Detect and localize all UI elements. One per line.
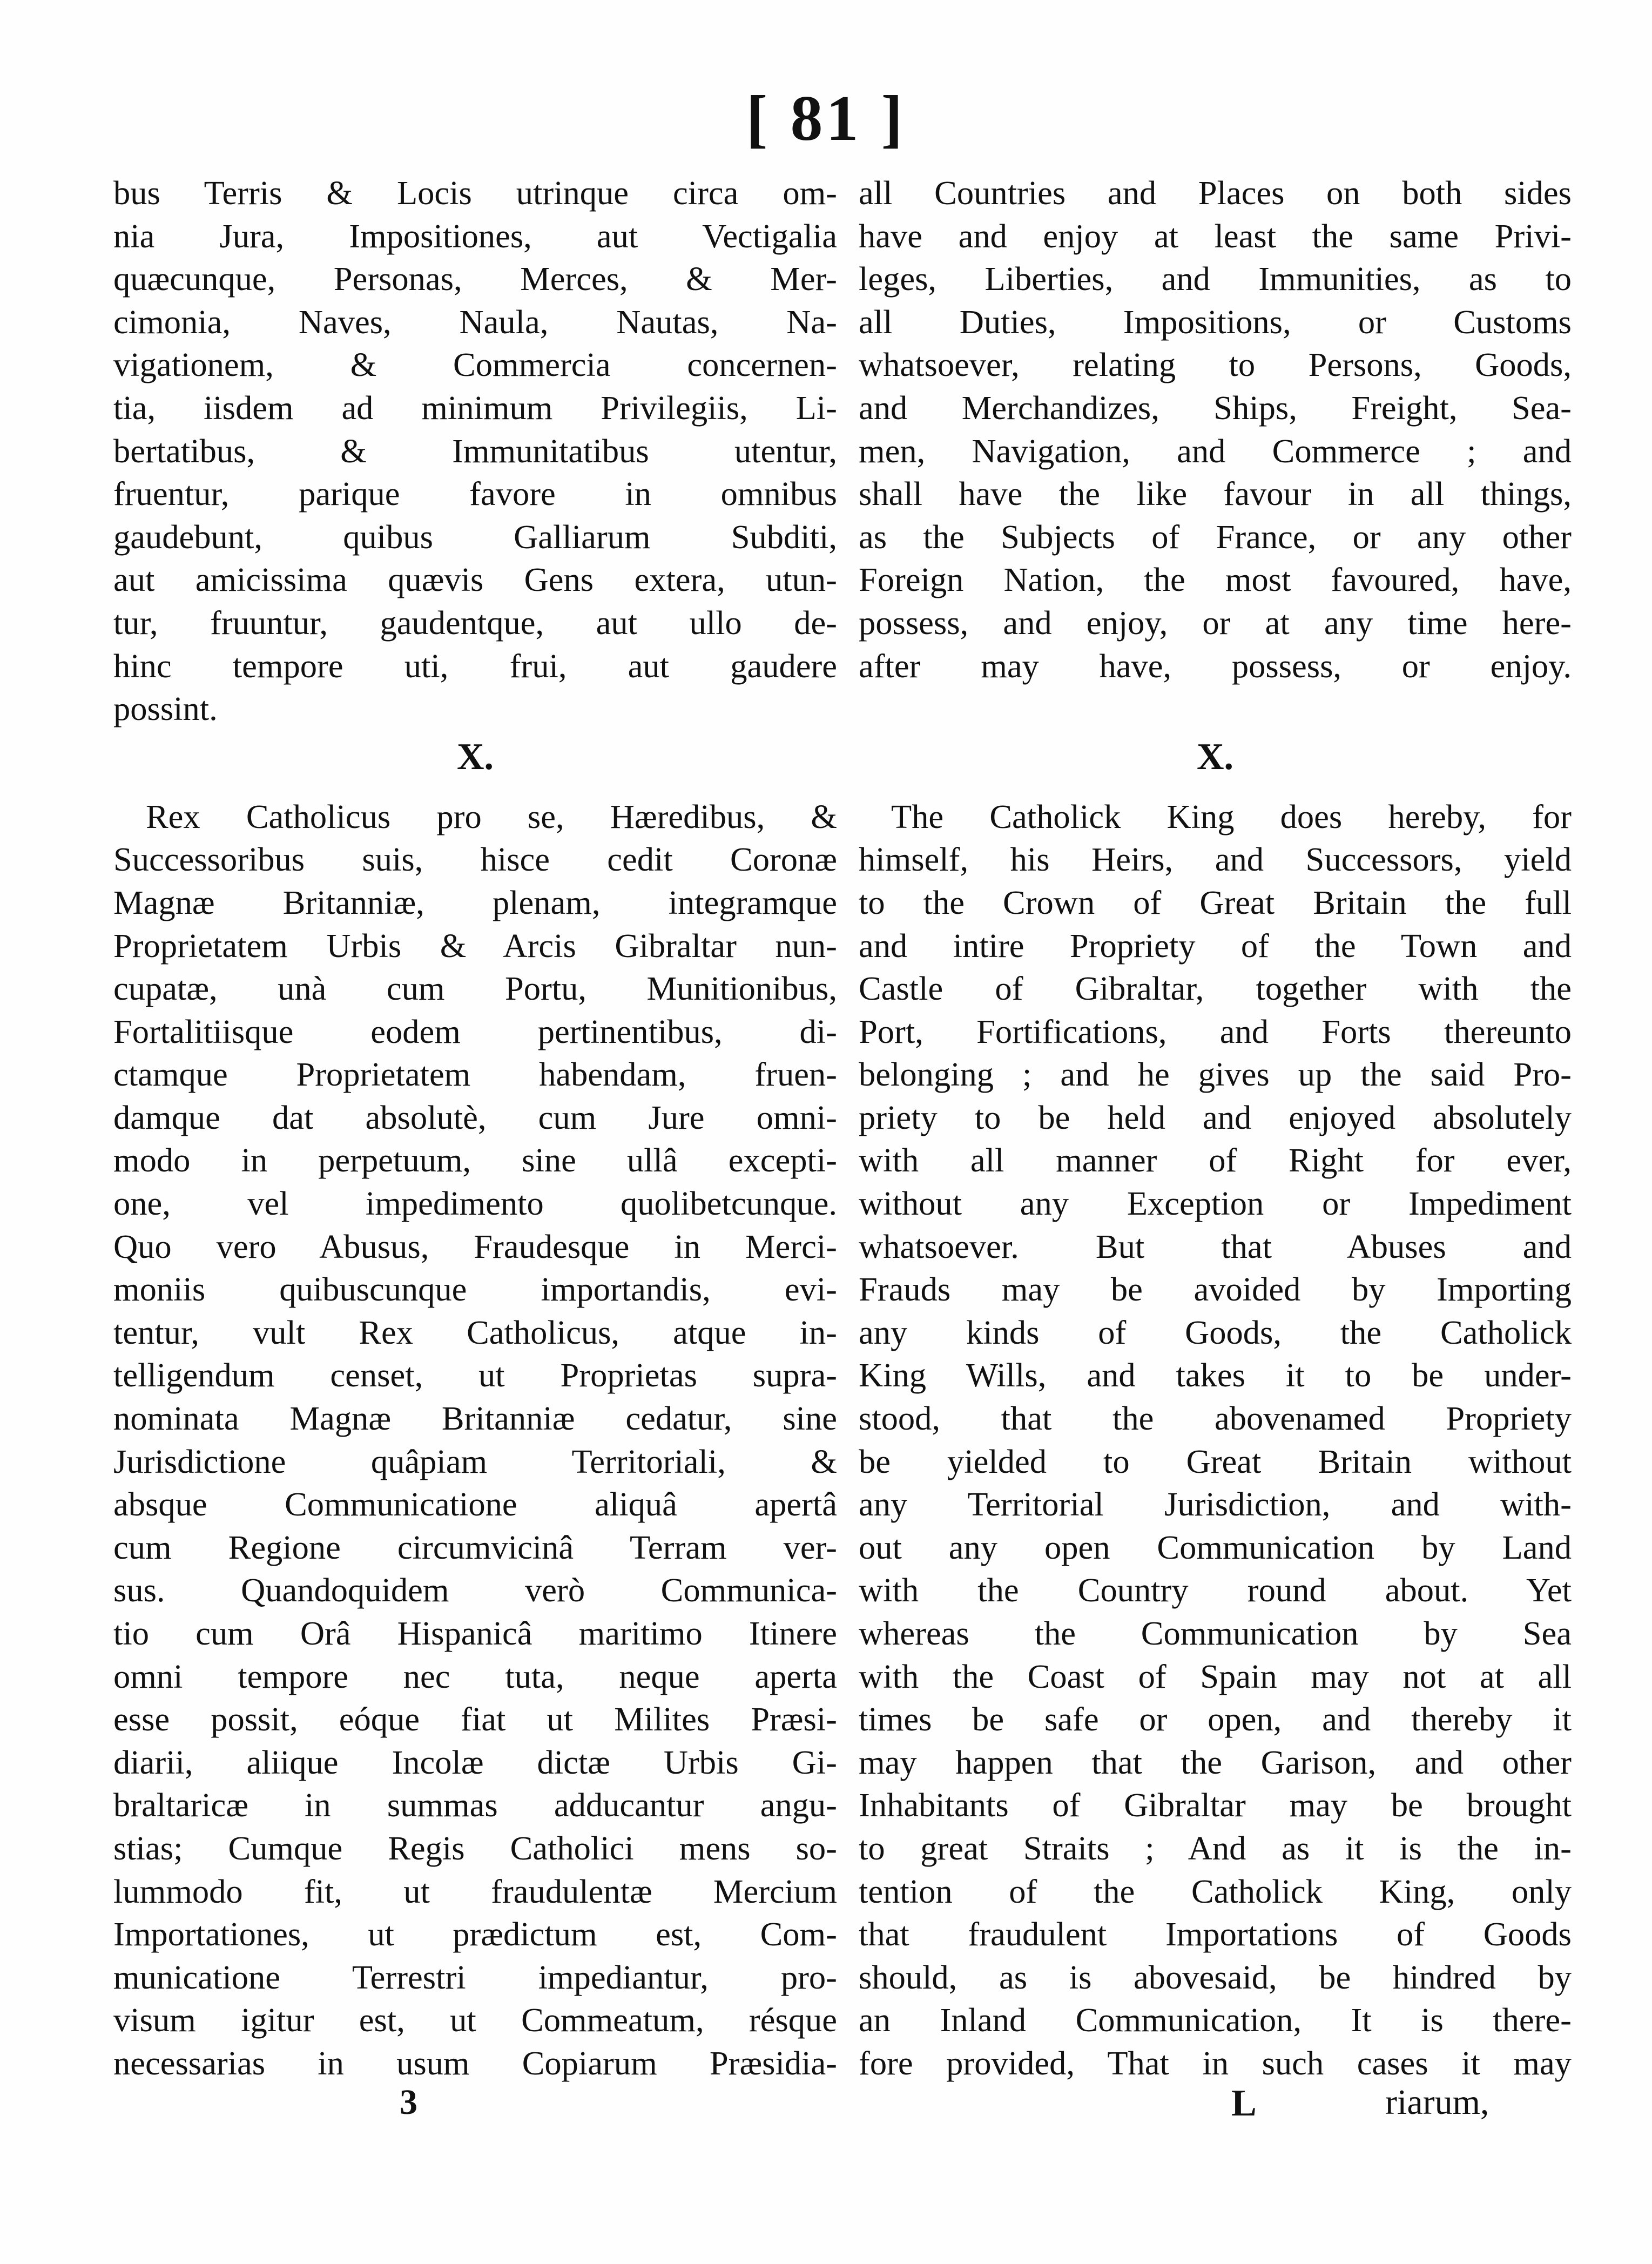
text-line: Inhabitants of Gibraltar may be brought: [859, 1786, 1572, 1824]
text-line: whatsoever, relating to Persons, Goods,: [859, 346, 1572, 384]
text-line: times be safe or open, and thereby it: [859, 1700, 1572, 1739]
text-line: diarii, aliique Incolæ dictæ Urbis Gi-: [113, 1743, 837, 1781]
text-line: cum Regione circumvicinâ Terram ver-: [113, 1528, 837, 1566]
text-line: priety to be held and enjoyed absolutely: [859, 1098, 1572, 1136]
signature-mark: 3: [400, 2083, 417, 2122]
text-line: any kinds of Goods, the Catholick: [859, 1313, 1572, 1351]
text-line: shall have the like favour in all things,: [859, 475, 1572, 513]
text-line: The Catholick King does hereby, for: [891, 797, 1572, 835]
text-line: with all manner of Right for ever,: [859, 1141, 1572, 1180]
text-line: Rex Catholicus pro se, Hæredibus, &: [146, 797, 837, 835]
text-line: tention of the Catholick King, only: [859, 1872, 1572, 1910]
text-line: aut amicissima quævis Gens extera, utun-: [113, 561, 837, 599]
text-line: belonging ; and he gives up the said Pro-: [859, 1055, 1572, 1094]
text-line: bertatibus, & Immunitatibus utentur,: [113, 432, 837, 470]
text-line: Jurisdictione quâpiam Territoriali, &: [113, 1442, 837, 1480]
english-continuation-paragraph: [859, 172, 1572, 731]
text-line: possess, and enjoy, or at any time here-: [859, 603, 1572, 642]
text-line: cimonia, Naves, Naula, Nautas, Na-: [113, 302, 837, 341]
article-heading: X.: [1196, 736, 1234, 778]
text-line: possint.: [113, 690, 218, 728]
text-line: leges, Liberties, and Immunities, as to: [859, 260, 1572, 298]
latin-column: [113, 172, 837, 2085]
text-line: that fraudulent Importations of Goods: [859, 1915, 1572, 1953]
text-line: Magnæ Britanniæ, plenam, integramque: [113, 883, 837, 921]
text-line: tio cum Orâ Hispanicâ maritimo Itinere: [113, 1614, 837, 1652]
text-line: men, Navigation, and Commerce ; and: [859, 432, 1572, 470]
blank-line: [859, 688, 1572, 731]
text-line: whatsoever. But that Abuses and: [859, 1227, 1572, 1265]
text-line: nominata Magnæ Britanniæ cedatur, sine: [113, 1399, 837, 1438]
text-line: nia Jura, Impositiones, aut Vectigalia: [113, 217, 837, 255]
text-line: bus Terris & Locis utrinque circa om-: [113, 174, 837, 212]
article-heading: X.: [456, 736, 494, 778]
english-column: [859, 172, 1572, 2085]
text-line: all Duties, Impositions, or Customs: [859, 302, 1572, 341]
text-line: telligendum censet, ut Proprietas supra-: [113, 1356, 837, 1394]
text-line: should, as is abovesaid, be hindred by: [859, 1958, 1572, 1996]
text-line: vigationem, & Commercia concernen-: [113, 346, 837, 384]
text-line: sus. Quandoquidem verò Communica-: [113, 1571, 837, 1609]
latin-continuation-paragraph: [113, 172, 837, 731]
text-line: visum igitur est, ut Commeatum, résque: [113, 2001, 837, 2039]
text-line: fore provided, That in such cases it may: [859, 2044, 1572, 2082]
text-line: all Countries and Places on both sides: [859, 174, 1572, 212]
text-line: lummodo fit, ut fraudulentæ Mercium: [113, 1872, 837, 1910]
text-line: omni tempore nec tuta, neque aperta: [113, 1657, 837, 1695]
text-line: damque dat absolutè, cum Jure omni-: [113, 1098, 837, 1136]
text-line: Fortalitiisque eodem pertinentibus, di-: [113, 1012, 837, 1050]
text-line: to the Crown of Great Britain the full: [859, 883, 1572, 921]
text-line: ctamque Proprietatem habendam, fruen-: [113, 1055, 837, 1094]
text-line: out any open Communication by Land: [859, 1528, 1572, 1566]
text-line: hinc tempore uti, frui, aut gaudere: [113, 646, 837, 685]
text-line: tia, iisdem ad minimum Privilegiis, Li-: [113, 388, 837, 427]
footer-letter: L: [1231, 2083, 1257, 2124]
text-line: Quo vero Abusus, Fraudesque in Merci-: [113, 1227, 837, 1265]
text-line: after may have, possess, or enjoy.: [859, 646, 1572, 685]
text-line: any Territorial Jurisdiction, and with-: [859, 1485, 1572, 1524]
text-line: with the Country round about. Yet: [859, 1571, 1572, 1609]
latin-article-paragraph: [113, 796, 837, 2085]
text-line: be yielded to Great Britain without: [859, 1442, 1572, 1480]
text-line: modo in perpetuum, sine ullâ excepti-: [113, 1141, 837, 1180]
text-line: tentur, vult Rex Catholicus, atque in-: [113, 1313, 837, 1351]
text-line: Proprietatem Urbis & Arcis Gibraltar nun-: [113, 926, 837, 965]
text-line: moniis quibuscunque importandis, evi-: [113, 1270, 837, 1309]
text-line: gaudebunt, quibus Galliarum Subditi,: [113, 517, 837, 556]
text-line: braltaricæ in summas adducantur angu-: [113, 1786, 837, 1824]
text-line: Port, Fortifications, and Forts thereunto: [859, 1012, 1572, 1050]
text-line: and intire Propriety of the Town and: [859, 926, 1572, 965]
text-line: fruentur, parique favore in omnibus: [113, 475, 837, 513]
text-line: esse possit, eóque fiat ut Milites Præsi-: [113, 1700, 837, 1739]
text-line: one, vel impedimento quolibetcunque.: [113, 1184, 837, 1223]
text-line: absque Communicatione aliquâ apertâ: [113, 1485, 837, 1524]
text-line: Importationes, ut prædictum est, Com-: [113, 1915, 837, 1953]
text-line: to great Straits ; And as it is the in-: [859, 1829, 1572, 1867]
text-line: whereas the Communication by Sea: [859, 1614, 1572, 1652]
text-line: stood, that the abovenamed Propriety: [859, 1399, 1572, 1438]
text-line: with the Coast of Spain may not at all: [859, 1657, 1572, 1695]
text-line: Castle of Gibraltar, together with the: [859, 969, 1572, 1008]
text-line: stias; Cumque Regis Catholici mens so-: [113, 1829, 837, 1867]
text-line: quæcunque, Personas, Merces, & Mer-: [113, 260, 837, 298]
text-line: tur, fruuntur, gaudentque, aut ullo de-: [113, 603, 837, 642]
text-line: King Wills, and takes it to be under-: [859, 1356, 1572, 1394]
text-line: without any Exception or Impediment: [859, 1184, 1572, 1223]
text-line: necessarias in usum Copiarum Præsidia-: [113, 2044, 837, 2082]
text-line: and Merchandizes, Ships, Freight, Sea-: [859, 388, 1572, 427]
text-line: Frauds may be avoided by Importing: [859, 1270, 1572, 1309]
text-line: himself, his Heirs, and Successors, yield: [859, 840, 1572, 879]
text-line: Foreign Nation, the most favoured, have,: [859, 561, 1572, 599]
page-number: [ 81 ]: [746, 82, 906, 154]
text-line: an Inland Communication, It is there-: [859, 2001, 1572, 2039]
english-article-paragraph: [859, 796, 1572, 2085]
text-line: Successoribus suis, hisce cedit Coronæ: [113, 840, 837, 879]
text-line: as the Subjects of France, or any other: [859, 517, 1572, 556]
text-line: municatione Terrestri impediantur, pro-: [113, 1958, 837, 1996]
text-line: cupatæ, unà cum Portu, Munitionibus,: [113, 969, 837, 1008]
text-line: may happen that the Garison, and other: [859, 1743, 1572, 1781]
text-line: have and enjoy at least the same Privi-: [859, 217, 1572, 255]
catchword: riarum,: [1385, 2083, 1489, 2122]
